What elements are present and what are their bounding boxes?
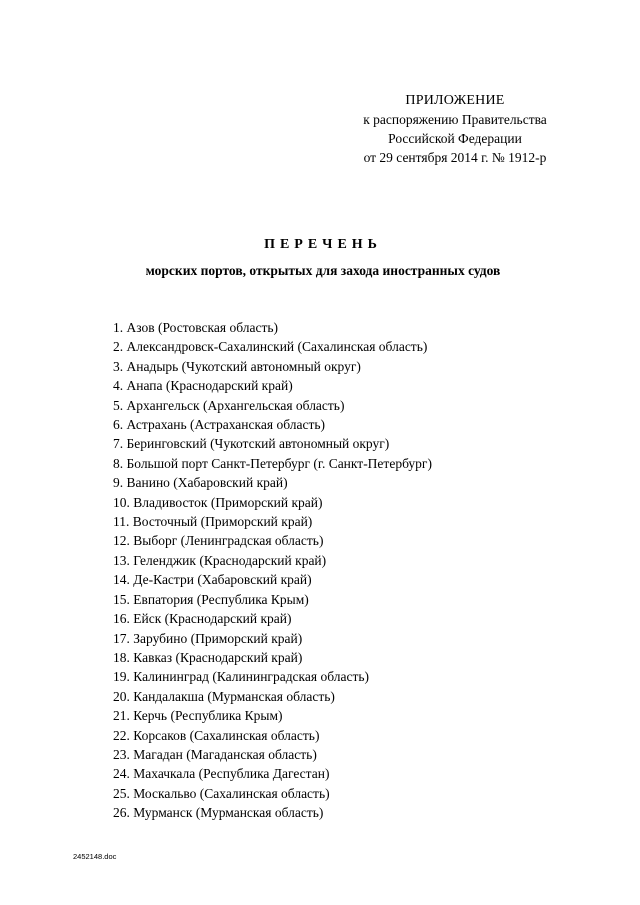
list-item: 7. Беринговский (Чукотский автономный округ) bbox=[113, 436, 390, 452]
list-item: 25. Москальво (Сахалинская область) bbox=[113, 785, 330, 801]
appendix-title: ПРИЛОЖЕНИЕ bbox=[405, 93, 505, 108]
list-item: 4. Анапа (Краснодарский край) bbox=[113, 378, 293, 394]
list-item: 24. Махачкала (Республика Дагестан) bbox=[113, 766, 330, 782]
list-item: 17. Зарубино (Приморский край) bbox=[113, 630, 303, 646]
footer-filename: 2452148.doc bbox=[73, 852, 117, 861]
list-item: 10. Владивосток (Приморский край) bbox=[113, 494, 323, 510]
list-item: 26. Мурманск (Мурманская область) bbox=[113, 805, 324, 821]
list-item: 13. Геленджик (Краснодарский край) bbox=[113, 552, 327, 568]
list-item: 23. Магадан (Магаданская область) bbox=[113, 746, 317, 762]
port-list bbox=[113, 318, 432, 823]
list-item: 20. Кандалакша (Мурманская область) bbox=[113, 688, 335, 704]
list-item: 1. Азов (Ростовская область) bbox=[113, 320, 278, 335]
appendix-line-date-number: от 29 сентября 2014 г. № 1912-р bbox=[363, 150, 547, 165]
appendix-line-government: Российской Федерации bbox=[388, 131, 522, 146]
list-item: 3. Анадырь (Чукотский автономный округ) bbox=[113, 358, 361, 374]
list-item: 18. Кавказ (Краснодарский край) bbox=[113, 649, 303, 665]
list-item: 14. Де-Кастри (Хабаровский край) bbox=[113, 572, 312, 588]
list-item: 11. Восточный (Приморский край) bbox=[113, 514, 313, 530]
appendix-line-order: к распоряжению Правительства bbox=[363, 112, 547, 127]
appendix-block bbox=[330, 91, 580, 167]
document-heading bbox=[0, 234, 640, 281]
document-subtitle: морских портов, открытых для захода иностранных судов bbox=[145, 263, 501, 278]
list-item: 9. Ванино (Хабаровский край) bbox=[113, 475, 288, 491]
list-item: 15. Евпатория (Республика Крым) bbox=[113, 591, 309, 607]
list-item: 16. Ейск (Краснодарский край) bbox=[113, 611, 292, 627]
list-item: 8. Большой порт Санкт-Петербург (г. Санкт-Петербург) bbox=[113, 455, 432, 471]
list-item: 19. Калининград (Калининградская область) bbox=[113, 669, 370, 685]
list-item: 6. Астрахань (Астраханская область) bbox=[113, 417, 326, 433]
document-title: ПЕРЕЧЕНЬ bbox=[264, 237, 382, 252]
list-item: 5. Архангельск (Архангельская область) bbox=[113, 397, 345, 413]
list-item: 12. Выборг (Ленинградская область) bbox=[113, 533, 324, 549]
list-item: 2. Александровск-Сахалинский (Сахалинская область) bbox=[113, 339, 428, 355]
list-item: 21. Керчь (Республика Крым) bbox=[113, 708, 283, 724]
list-item: 22. Корсаков (Сахалинская область) bbox=[113, 727, 320, 743]
